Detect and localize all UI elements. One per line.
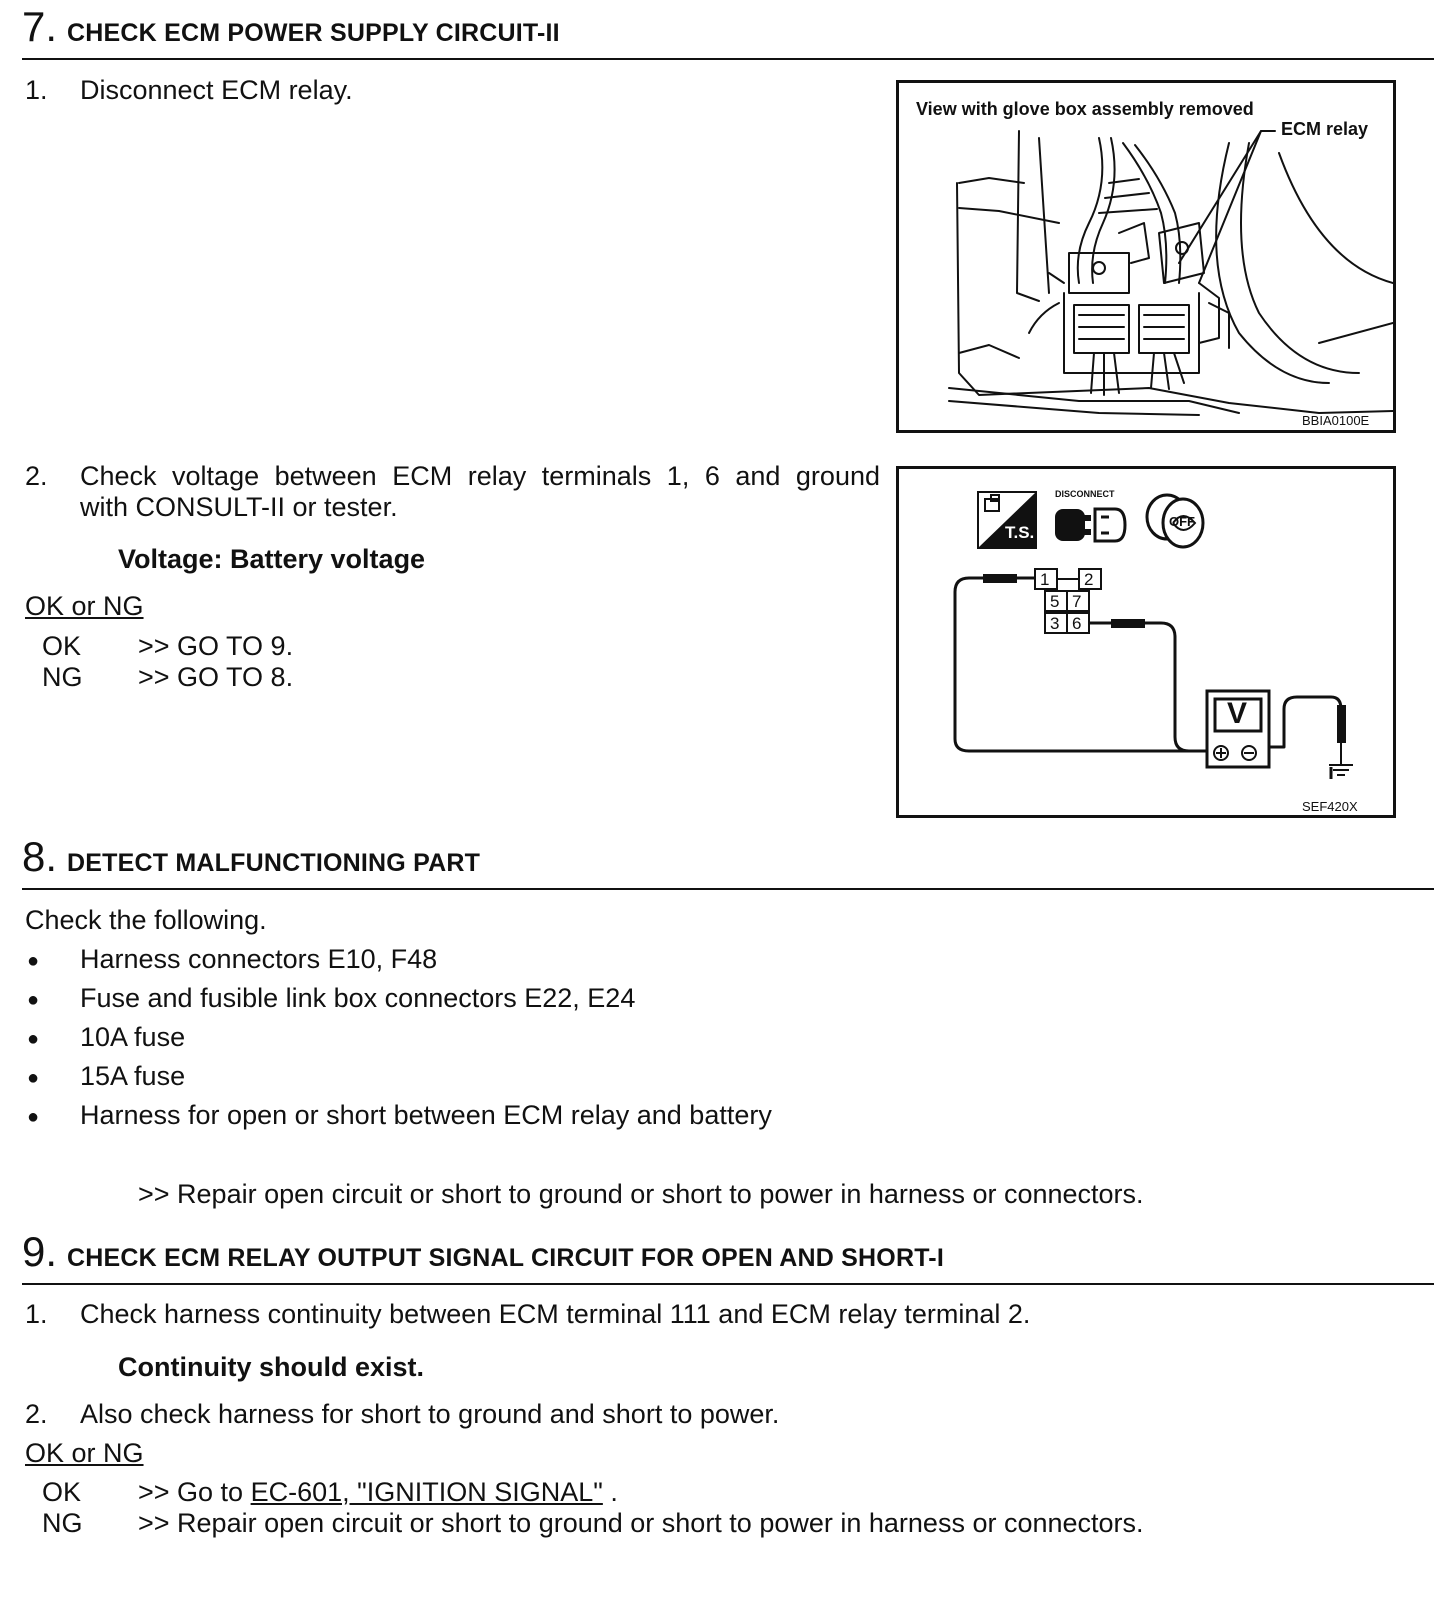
off-label: OFF xyxy=(1169,514,1195,529)
disconnect-label: DISCONNECT xyxy=(1055,489,1115,499)
step8-intro: Check the following. xyxy=(25,905,267,935)
step7-divider xyxy=(22,58,1434,60)
step9-title: CHECK ECM RELAY OUTPUT SIGNAL CIRCUIT FOR OPEN AND SHORT-I xyxy=(67,1244,944,1272)
step9-ok-or-ng: OK or NG xyxy=(25,1438,144,1468)
step8-item: Harness for open or short between ECM relay and battery xyxy=(80,1100,772,1130)
figure2-code: SEF420X xyxy=(1302,799,1358,814)
step9-ok-label: OK xyxy=(42,1477,82,1507)
step9-divider xyxy=(22,1283,1434,1285)
bullet-icon: ● xyxy=(27,989,40,1011)
terminal-5: 5 xyxy=(1050,592,1060,611)
step7-item1-number: 1. xyxy=(25,75,48,105)
step8-item: 15A fuse xyxy=(80,1061,186,1091)
step7-item2-line2: with CONSULT-II or tester. xyxy=(80,492,398,522)
step8-title: DETECT MALFUNCTIONING PART xyxy=(67,849,481,877)
step7-ok-action: >> GO TO 9. xyxy=(138,631,294,661)
ts-label: T.S. xyxy=(1005,523,1035,542)
bullet-icon: ● xyxy=(27,950,40,972)
step7-ng-action: >> GO TO 8. xyxy=(138,662,294,692)
step7-item2-number: 2. xyxy=(25,461,48,491)
step8-item: Fuse and fusible link box connectors E22, E24 xyxy=(80,983,636,1013)
step8-action: >> Repair open circuit or short to ground or short to power in harness or connectors. xyxy=(138,1179,1144,1209)
terminal-7: 7 xyxy=(1072,592,1082,611)
step7-item1-text: Disconnect ECM relay. xyxy=(80,75,353,105)
step8-number: 8. xyxy=(22,833,58,880)
step7-header xyxy=(22,3,560,50)
terminal-6: 6 xyxy=(1072,614,1082,633)
circuit-diagram xyxy=(899,469,1393,815)
step7-item2-line1: Check voltage between ECM relay terminals 1, 6 and ground xyxy=(80,461,880,491)
figure-voltage-check xyxy=(896,466,1396,818)
ignition-signal-link[interactable]: EC-601, "IGNITION SIGNAL" xyxy=(250,1477,603,1507)
figure-ecm-relay-location xyxy=(896,80,1396,433)
step7-title: CHECK ECM POWER SUPPLY CIRCUIT-II xyxy=(67,19,560,47)
step9-item2-text: Also check harness for short to ground and short to power. xyxy=(80,1399,780,1429)
step9-ok-suffix: . xyxy=(610,1477,618,1507)
terminal-1: 1 xyxy=(1040,570,1050,589)
step9-item1-text: Check harness continuity between ECM terminal 111 and ECM relay terminal 2. xyxy=(80,1299,1031,1329)
step8-item: Harness connectors E10, F48 xyxy=(80,944,438,974)
step8-header xyxy=(22,833,481,880)
step9-spec: Continuity should exist. xyxy=(118,1352,425,1382)
step7-spec: Voltage: Battery voltage xyxy=(118,544,426,574)
step7-number: 7. xyxy=(22,3,58,50)
bullet-icon: ● xyxy=(27,1106,40,1128)
step8-item: 10A fuse xyxy=(80,1022,186,1052)
step9-ng-action: >> Repair open circuit or short to ground or short to power in harness or connectors. xyxy=(138,1508,1144,1538)
step9-ng-label: NG xyxy=(42,1508,83,1538)
step9-ok-prefix: >> Go to xyxy=(138,1477,244,1507)
step9-header xyxy=(22,1228,944,1275)
step9-item1-number: 1. xyxy=(25,1299,48,1329)
figure1-callout: ECM relay xyxy=(1281,119,1369,139)
bullet-icon: ● xyxy=(27,1067,40,1089)
step9-ok-action xyxy=(138,1476,618,1508)
terminal-3: 3 xyxy=(1050,614,1060,633)
figure1-caption: View with glove box assembly removed xyxy=(916,99,1254,119)
step9-number: 9. xyxy=(22,1228,58,1275)
step7-ok-or-ng: OK or NG xyxy=(25,591,144,621)
step8-divider xyxy=(22,888,1434,890)
bullet-icon: ● xyxy=(27,1028,40,1050)
glove-box-drawing xyxy=(899,83,1393,430)
step7-ok-label: OK xyxy=(42,631,82,661)
voltmeter-label: V xyxy=(1227,697,1248,730)
step9-item2-number: 2. xyxy=(25,1399,48,1429)
step7-ng-label: NG xyxy=(42,662,83,692)
figure1-code: BBIA0100E xyxy=(1302,413,1370,428)
terminal-2: 2 xyxy=(1084,570,1094,589)
